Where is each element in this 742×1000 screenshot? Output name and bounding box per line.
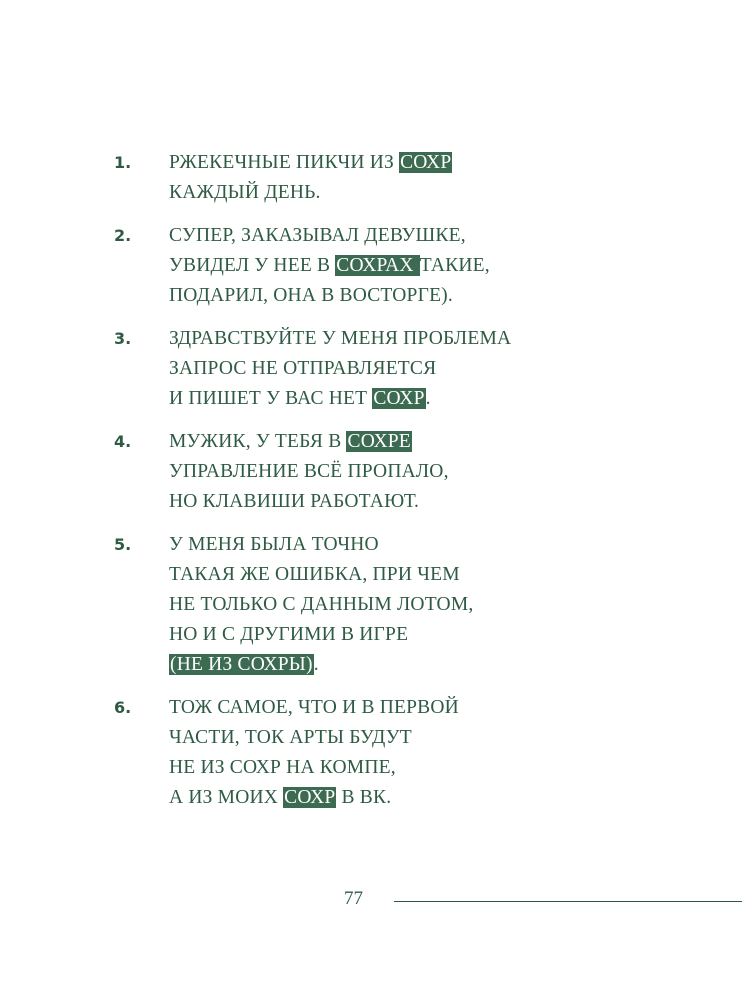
item-number: 4. xyxy=(114,432,132,451)
line-text: А ИЗ МОИХ xyxy=(169,787,284,808)
text-line xyxy=(169,620,473,650)
line-text: ТОЖ САМОЕ, ЧТО И В ПЕРВОЙ xyxy=(169,697,459,718)
line-text: КАЖДЫЙ ДЕНЬ. xyxy=(169,182,321,203)
highlighted-word: СОХР xyxy=(373,388,425,409)
text-line xyxy=(169,178,452,208)
text-line xyxy=(169,753,459,783)
line-text: УВИДЕЛ У НЕЕ В xyxy=(169,255,336,276)
line-text: УПРАВЛЕНИЕ ВСЁ ПРОПАЛО, xyxy=(169,461,449,482)
line-text: ЗАПРОС НЕ ОТПРАВЛЯЕТСЯ xyxy=(169,358,437,379)
line-text: НЕ ИЗ СОХР НА КОМПЕ, xyxy=(169,757,396,778)
text-line xyxy=(169,221,490,251)
line-text: ЧАСТИ, ТОК АРТЫ БУДУТ xyxy=(169,727,412,748)
text-line xyxy=(169,148,452,178)
text-line xyxy=(169,281,490,311)
item-number: 3. xyxy=(114,329,132,348)
highlighted-word: СОХРАХ xyxy=(336,255,419,276)
item-text xyxy=(169,221,490,311)
text-line xyxy=(169,650,473,680)
highlighted-word: СОХР xyxy=(284,787,336,808)
item-number: 6. xyxy=(114,698,132,717)
item-text xyxy=(169,530,473,680)
text-line xyxy=(169,560,473,590)
line-text: РЖЕКЕЧНЫЕ ПИКЧИ ИЗ xyxy=(169,152,400,173)
line-text: ЗДРАВСТВУЙТЕ У МЕНЯ ПРОБЛЕМА xyxy=(169,328,512,349)
line-text: НЕ ТОЛЬКО С ДАННЫМ ЛОТОМ, xyxy=(169,594,474,615)
item-text xyxy=(169,148,452,208)
page-number: 77 xyxy=(344,888,363,909)
line-text-after: В ВК. xyxy=(336,787,392,808)
text-line xyxy=(169,384,511,414)
line-text: И ПИШЕТ У ВАС НЕТ xyxy=(169,388,373,409)
highlighted-word: СОХРЕ xyxy=(347,431,411,452)
line-text: НО И С ДРУГИМИ В ИГРЕ xyxy=(169,624,409,645)
line-text: НО КЛАВИШИ РАБОТАЮТ. xyxy=(169,491,420,512)
text-line xyxy=(169,457,449,487)
text-line xyxy=(169,590,473,620)
line-text: ТАКАЯ ЖЕ ОШИБКА, ПРИ ЧЕМ xyxy=(169,564,460,585)
text-line xyxy=(169,693,459,723)
line-text: ПОДАРИЛ, ОНА В ВОСТОРГЕ). xyxy=(169,285,453,306)
line-text-after: ТАКИЕ, xyxy=(419,255,490,276)
item-text xyxy=(169,693,459,813)
item-number: 5. xyxy=(114,535,132,554)
item-text xyxy=(169,427,449,517)
text-line xyxy=(169,530,473,560)
item-number: 2. xyxy=(114,226,132,245)
line-text: МУЖИК, У ТЕБЯ В xyxy=(169,431,347,452)
footer-rule xyxy=(394,901,742,902)
highlighted-word: СОХР xyxy=(400,152,452,173)
text-line xyxy=(169,354,511,384)
line-text-after: . xyxy=(313,654,319,675)
page-footer xyxy=(0,884,742,914)
line-text-after: . xyxy=(425,388,431,409)
item-number: 1. xyxy=(114,153,132,172)
text-line xyxy=(169,427,449,457)
highlighted-word: (НЕ ИЗ СОХРЫ) xyxy=(170,654,313,675)
text-line xyxy=(169,783,459,813)
item-text xyxy=(169,324,511,414)
text-line xyxy=(169,324,511,354)
text-line xyxy=(169,251,490,281)
line-text: У МЕНЯ БЫЛА ТОЧНО xyxy=(169,534,379,555)
text-line xyxy=(169,487,449,517)
line-text: СУПЕР, ЗАКАЗЫВАЛ ДЕВУШКЕ, xyxy=(169,225,466,246)
text-line xyxy=(169,723,459,753)
